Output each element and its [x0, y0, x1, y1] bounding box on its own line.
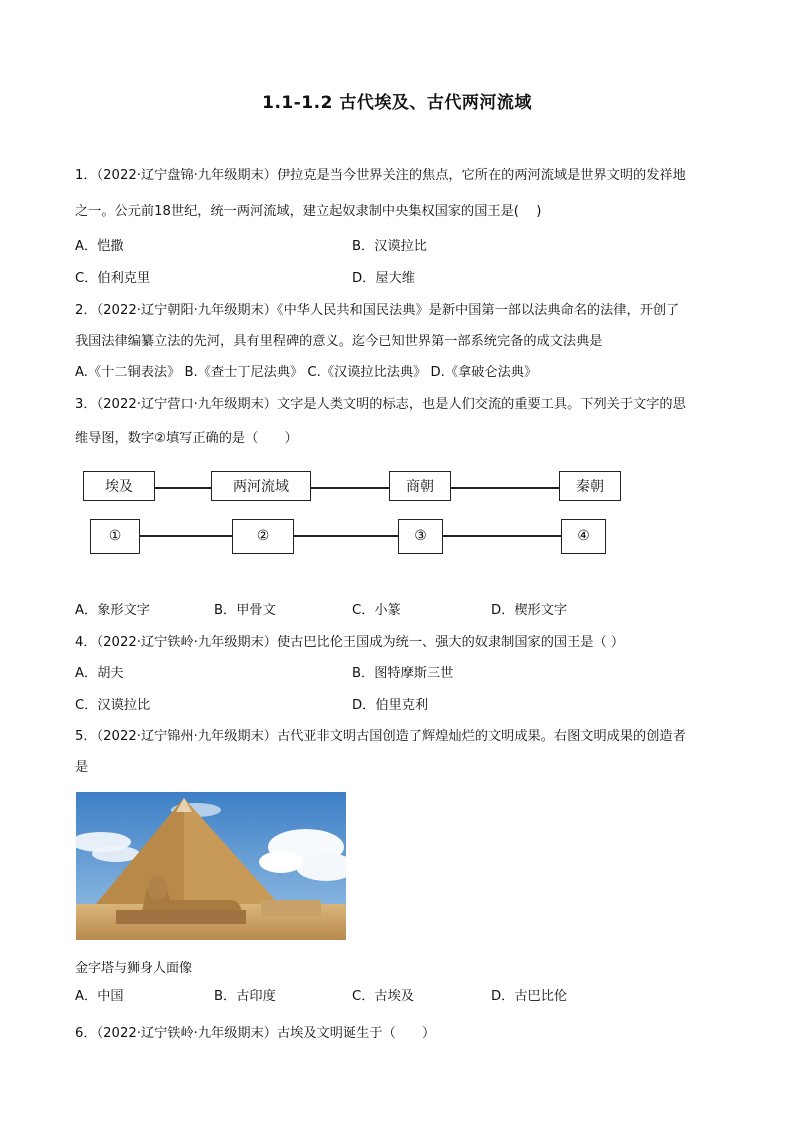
q1-stem-line1: 1．（2022·辽宁盘锦·九年级期末）伊拉克是当今世界关注的焦点，它所在的两河流域是世界文明的发祥地 [75, 168, 686, 183]
mindmap-box-3: ③ [398, 519, 443, 554]
mindmap-box-egypt: 埃及 [83, 471, 155, 501]
q4-option-c[interactable]: C．汉谟拉比 [75, 698, 151, 713]
q3-option-c[interactable]: C．小篆 [352, 603, 401, 618]
q4-option-a[interactable]: A．胡夫 [75, 666, 124, 681]
mindmap-box-4: ④ [561, 519, 606, 554]
q3-option-d[interactable]: D．楔形文字 [491, 603, 568, 618]
mindmap-box-qin: 秦朝 [559, 471, 621, 501]
mindmap-bottom-connector [90, 535, 605, 537]
page-title: 1.1-1.2 古代埃及、古代两河流域 [262, 93, 532, 113]
q1-option-b[interactable]: B．汉谟拉比 [352, 239, 427, 254]
q5-stem-line1: 5．（2022·辽宁锦州·九年级期末）古代亚非文明古国创造了辉煌灿烂的文明成果。右图文明成果的创造者 [75, 729, 686, 744]
q1-option-c[interactable]: C．伯利克里 [75, 271, 151, 286]
q2-options[interactable]: A.《十二铜表法》 B.《查士丁尼法典》 C.《汉谟拉比法典》 D.《拿破仑法典》 [75, 365, 538, 380]
q5-option-a[interactable]: A．中国 [75, 989, 124, 1004]
mindmap-box-2: ② [232, 519, 294, 554]
photo-caption: 金字塔与狮身人面像 [75, 961, 193, 976]
q4-stem-line1: 4．（2022·辽宁铁岭·九年级期末）使古巴比伦王国成为统一、强大的奴隶制国家的国王是（ ） [75, 635, 625, 650]
q3-stem-line2: 维导图，数字②填写正确的是（ ） [75, 431, 298, 446]
q4-option-b[interactable]: B．图特摩斯三世 [352, 666, 454, 681]
q6-stem-line1: 6．（2022·辽宁铁岭·九年级期末）古埃及文明诞生于（ ） [75, 1026, 436, 1041]
q5-option-c[interactable]: C．古埃及 [352, 989, 414, 1004]
mindmap-top-connector [83, 487, 619, 489]
mindmap-box-1: ① [90, 519, 140, 554]
q3-option-b[interactable]: B．甲骨文 [214, 603, 276, 618]
q5-option-b[interactable]: B．古印度 [214, 989, 276, 1004]
pyramid-illustration [76, 792, 346, 940]
pyramid-sphinx-photo [76, 792, 346, 940]
q2-stem-line2: 我国法律编纂立法的先河，具有里程碑的意义。迄今已知世界第一部系统完备的成文法典是 [75, 334, 603, 349]
q1-option-a[interactable]: A．恺撒 [75, 239, 124, 254]
q4-option-d[interactable]: D．伯里克利 [352, 698, 429, 713]
q3-stem-line1: 3．（2022·辽宁营口·九年级期末）文字是人类文明的标志，也是人们交流的重要工具。下列关于文字的思 [75, 397, 686, 412]
q3-option-a[interactable]: A．象形文字 [75, 603, 150, 618]
q5-option-d[interactable]: D．古巴比伦 [491, 989, 568, 1004]
mindmap-box-shang: 商朝 [389, 471, 451, 501]
writing-mindmap [75, 463, 635, 559]
q1-stem-line2: 之一。公元前18世纪，统一两河流域，建立起奴隶制中央集权国家的国王是( ) [75, 204, 542, 219]
q5-stem-line2: 是 [75, 760, 89, 775]
q2-stem-line1: 2．（2022·辽宁朝阳·九年级期末）《中华人民共和国民法典》是新中国第一部以法典命名的法律，开创了 [75, 303, 680, 318]
mindmap-box-mesopotamia: 两河流域 [211, 471, 311, 501]
q1-option-d[interactable]: D．屋大维 [352, 271, 415, 286]
